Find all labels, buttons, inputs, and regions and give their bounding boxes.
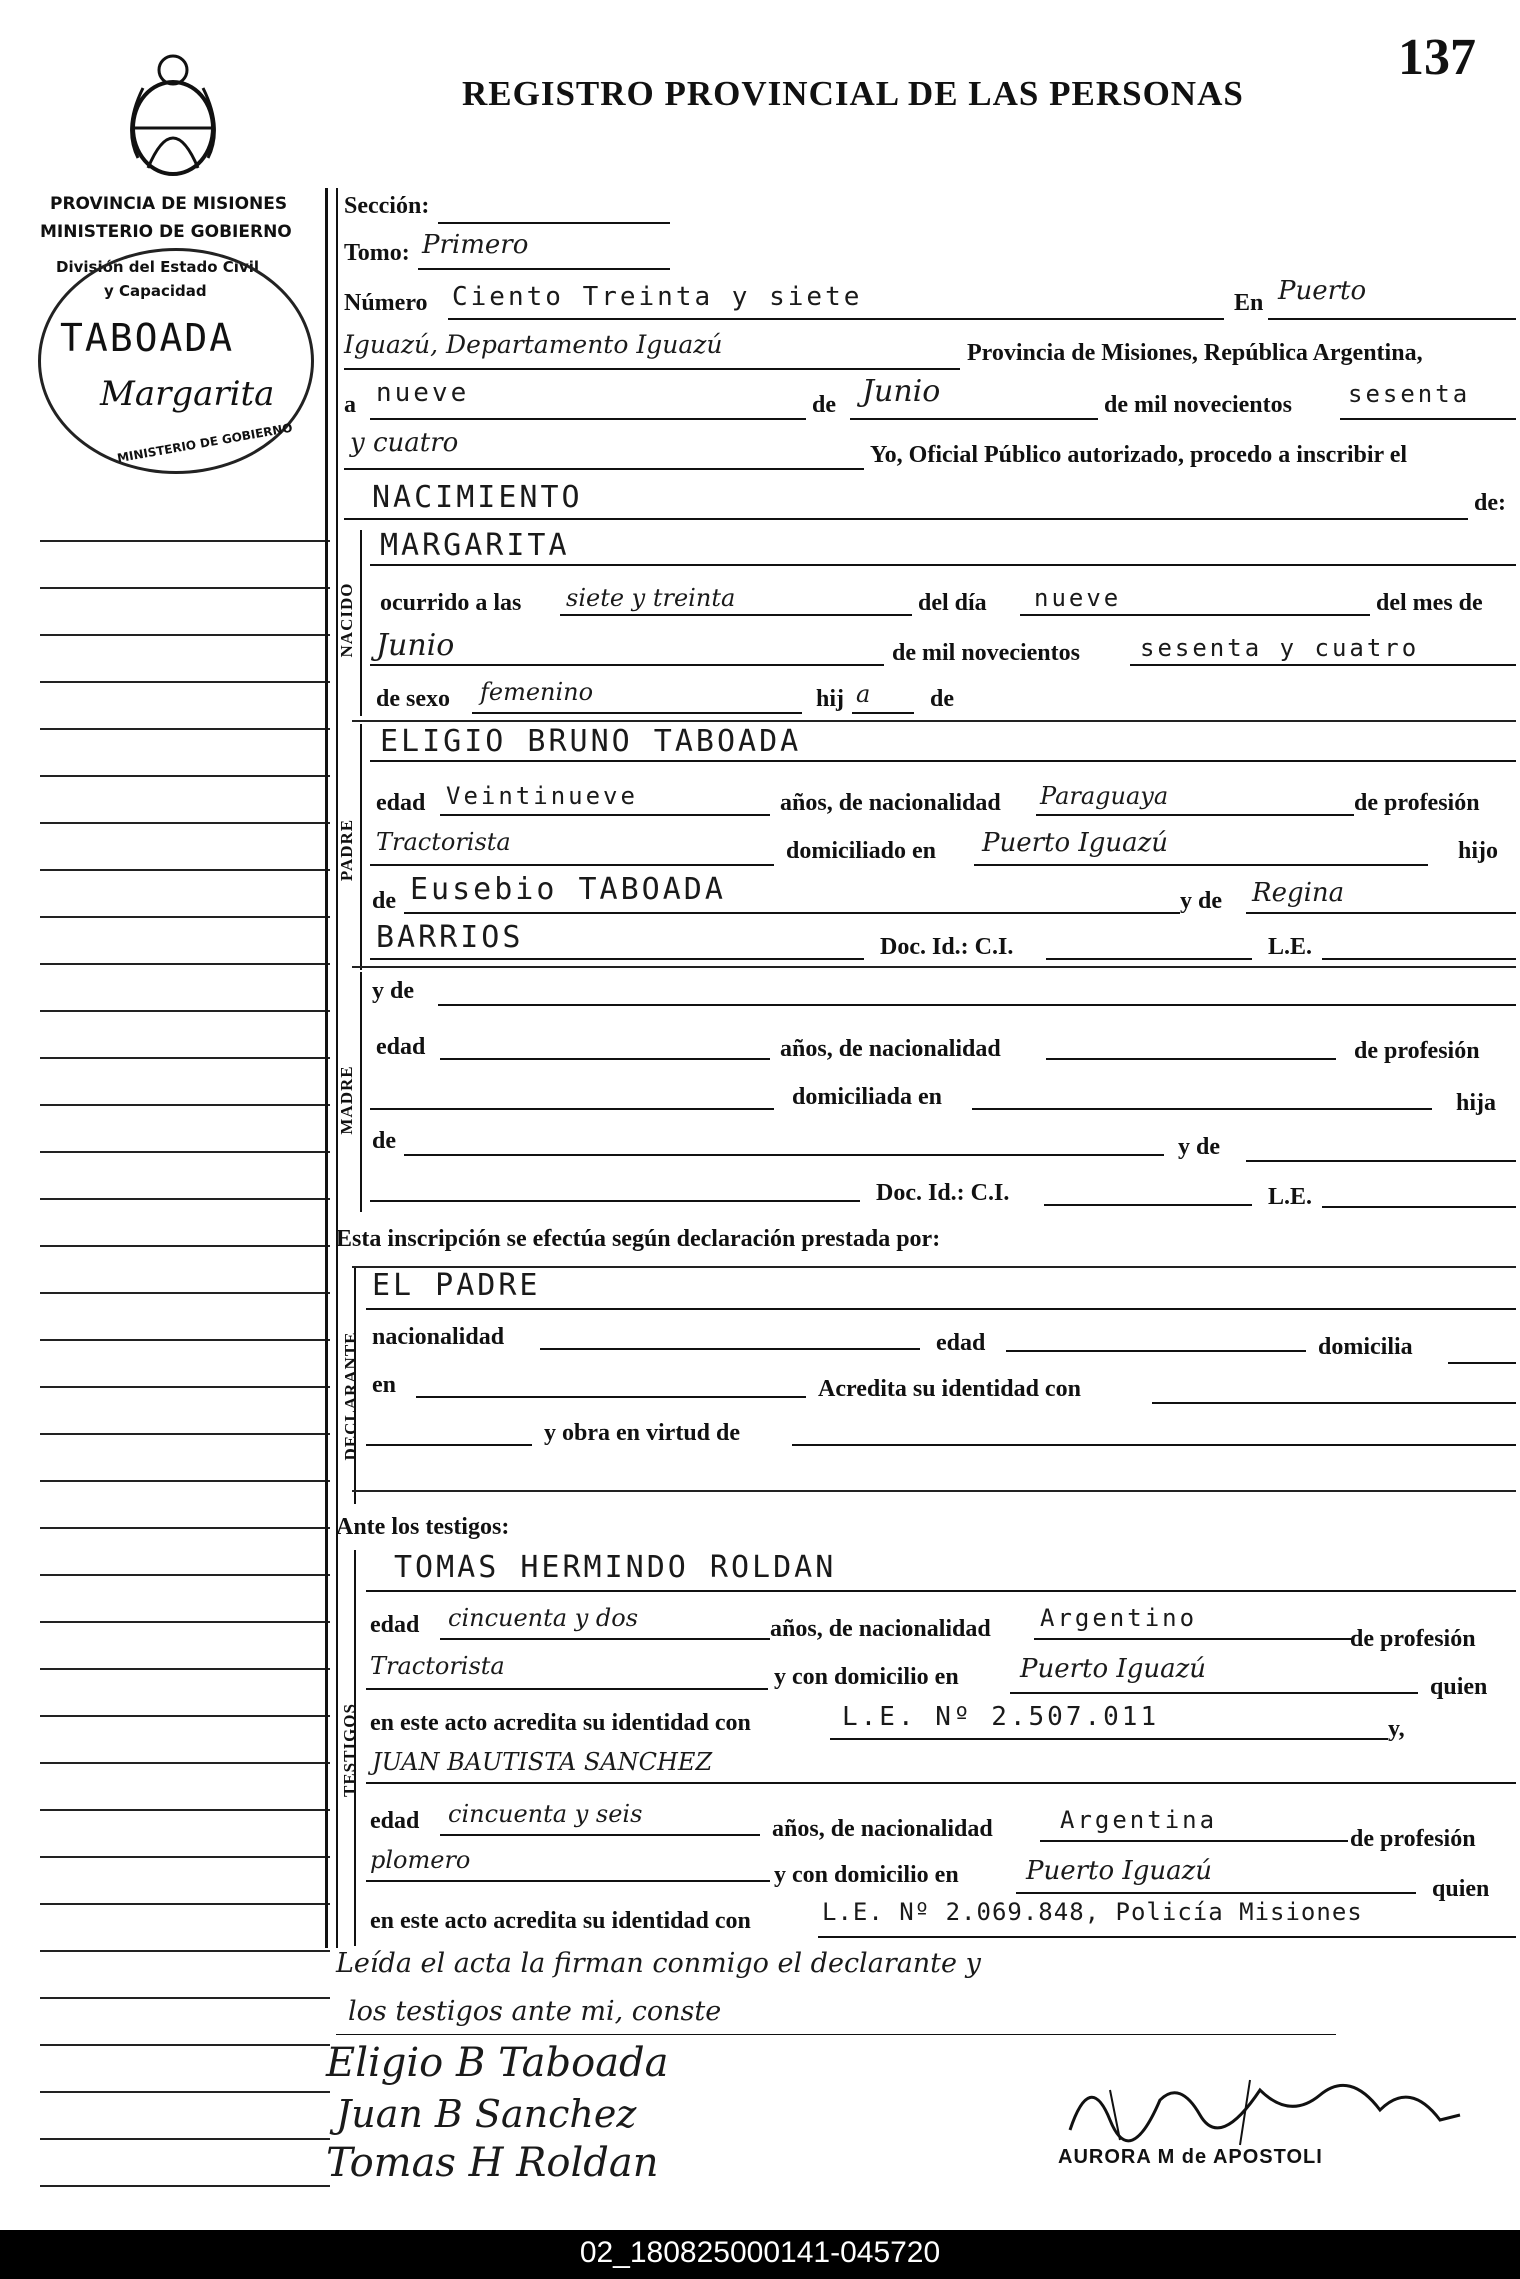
- decl-nac-label: nacionalidad: [372, 1324, 505, 1350]
- margin-rule-line: [40, 916, 330, 918]
- de-mil2-label: de mil novecientos: [892, 640, 1080, 666]
- stamp-surname: TABOADA: [60, 316, 235, 360]
- page-number: 137: [1398, 29, 1476, 86]
- abuela2-value: BARRIOS: [376, 920, 524, 955]
- margin-rule-line: [40, 2044, 330, 2046]
- mes-nac-value: Junio: [376, 628, 455, 663]
- tomo-value: Primero: [422, 230, 529, 260]
- del-mes-label: del mes de: [1376, 590, 1483, 616]
- declarante-section-label: DECLARANTE: [341, 1331, 360, 1461]
- t2-quien-label: quien: [1432, 1876, 1490, 1902]
- seal-line-2: MINISTERIO DE GOBIERNO: [40, 222, 292, 242]
- margin-rule-line: [40, 2185, 330, 2187]
- margin-rule-line: [40, 540, 330, 542]
- abuela-value: Regina: [1252, 878, 1345, 908]
- numero-value: Ciento Treinta y siete: [452, 282, 863, 312]
- testigo1-value: TOMAS HERMINDO ROLDAN: [394, 1550, 837, 1585]
- padre-divider: [352, 966, 1516, 968]
- margin-rule-line: [40, 1292, 330, 1294]
- t1-doc-value: L.E. Nº 2.507.011: [842, 1702, 1160, 1732]
- footer-code: 02_180825000141-045720: [579, 2236, 941, 2269]
- margin-rule-line: [40, 1010, 330, 1012]
- margin-rule-line: [40, 1715, 330, 1717]
- lugar-value: Iguazú, Departamento Iguazú: [344, 330, 723, 359]
- hora-value: siete y treinta: [566, 584, 736, 612]
- margin-rule-line: [40, 1856, 330, 1858]
- margin-rule-line: [40, 1057, 330, 1059]
- t1-edad-value: cincuenta y dos: [448, 1604, 639, 1632]
- madre-dom-label: domiciliada en: [792, 1084, 943, 1110]
- anio2-value: y cuatro: [350, 428, 459, 458]
- margin-rule-line: [40, 1621, 330, 1623]
- hija-label: hija: [1456, 1090, 1497, 1116]
- mes-value: Junio: [862, 374, 941, 409]
- t2-edad-label: edad: [370, 1808, 420, 1834]
- padre-doc-label: Doc. Id.: C.I.: [880, 934, 1014, 960]
- testigo2-value: JUAN BAUTISTA SANCHEZ: [372, 1748, 713, 1776]
- acto-value: NACIMIENTO: [372, 480, 583, 515]
- t2-prof-value: plomero: [370, 1846, 471, 1874]
- t1-acredita-label: en este acto acredita su identidad con: [370, 1710, 751, 1736]
- official-signature-icon: [1050, 2060, 1470, 2160]
- ante-label: Ante los testigos:: [336, 1514, 510, 1540]
- margin-rule-line: [40, 587, 330, 589]
- testigos-section-label: TESTIGOS: [340, 1703, 359, 1797]
- decl-dom-label: domicilia: [1318, 1334, 1413, 1360]
- t1-nac-label: años, de nacionalidad: [770, 1616, 991, 1642]
- seccion-label: Sección:: [344, 193, 430, 219]
- margin-rule-line: [40, 2138, 330, 2140]
- seal-line-4: y Capacidad: [104, 282, 207, 300]
- decl-edad-label: edad: [936, 1330, 986, 1356]
- padre-nac-value: Paraguaya: [1040, 782, 1169, 810]
- provincia-label: Provincia de Misiones, República Argentina,: [967, 340, 1423, 366]
- margin-rule-line: [40, 775, 330, 777]
- margin-rule-line: [40, 1245, 330, 1247]
- margin-rule-line: [40, 1574, 330, 1576]
- padre-nombre-value: ELIGIO BRUNO TABOADA: [380, 724, 802, 759]
- sexo-label: de sexo: [376, 686, 450, 712]
- dia-value: nueve: [376, 378, 470, 408]
- stamp-name: Margarita: [100, 374, 275, 414]
- padre-dom-label: domiciliado en: [786, 838, 937, 864]
- hij-suffix: a: [856, 680, 871, 708]
- signature-testigo1: Tomas H Roldan: [326, 2140, 659, 2186]
- nombre-value: MARGARITA: [380, 528, 570, 563]
- padre-nac-label: años, de nacionalidad: [780, 790, 1001, 816]
- seal-line-3: División del Estado Civil: [56, 258, 260, 276]
- t1-prof-label: de profesión: [1350, 1626, 1476, 1652]
- margin-rule-line: [40, 1480, 330, 1482]
- margin-rule-line: [40, 1950, 330, 1952]
- y-obra-label: y obra en virtud de: [544, 1420, 741, 1446]
- margin-rule-line: [40, 1433, 330, 1435]
- padre-prof-value: Tractorista: [376, 828, 511, 856]
- y-de-label: y de: [1180, 888, 1222, 914]
- t2-nac-value: Argentina: [1060, 1806, 1218, 1834]
- padre-prof-label: de profesión: [1354, 790, 1480, 816]
- signature-testigo2: Juan B Sanchez: [336, 2092, 637, 2136]
- margin-rule-line: [40, 1762, 330, 1764]
- anio-nac-value: sesenta y cuatro: [1140, 634, 1420, 662]
- numero-label: Número: [344, 290, 428, 316]
- de2-label: de: [930, 686, 954, 712]
- margin-rule-line: [40, 963, 330, 965]
- nacido-divider: [352, 720, 1516, 722]
- nacido-section-label: NACIDO: [337, 582, 356, 658]
- padre-dom-value: Puerto Iguazú: [982, 828, 1169, 858]
- margin-rule-line: [40, 1903, 330, 1905]
- en-value: Puerto: [1278, 276, 1367, 306]
- abuelo-value: Eusebio TABOADA: [410, 872, 726, 907]
- hij-label: hij: [816, 686, 845, 712]
- padre-le-label: L.E.: [1268, 934, 1313, 960]
- de-label: de: [812, 392, 836, 418]
- acredita-label: Acredita su identidad con: [818, 1376, 1081, 1402]
- t1-edad-label: edad: [370, 1612, 420, 1638]
- margin-rule-line: [40, 1527, 330, 1529]
- t2-prof-label: de profesión: [1350, 1826, 1476, 1852]
- de-colon-label: de:: [1474, 490, 1506, 516]
- t2-edad-value: cincuenta y seis: [448, 1800, 643, 1828]
- t2-acredita-label: en este acto acredita su identidad con: [370, 1908, 751, 1934]
- madre-doc-label: Doc. Id.: C.I.: [876, 1180, 1010, 1206]
- padre-section-label: PADRE: [337, 818, 356, 882]
- margin-rule-line: [40, 822, 330, 824]
- signature-declarante: Eligio B Taboada: [326, 2040, 669, 2086]
- t1-y-label: y,: [1388, 1716, 1405, 1742]
- del-dia-label: del día: [918, 590, 987, 616]
- official-name-stamp: AURORA M de APOSTOLI: [1058, 2146, 1323, 2168]
- decl-en-label: en: [372, 1372, 396, 1398]
- margin-rule-line: [40, 1104, 330, 1106]
- margin-rule-line: [40, 869, 330, 871]
- margin-rule-line: [40, 1151, 330, 1153]
- stamp-ring-text: MINISTERIO DE GOBIERNO: [116, 420, 294, 466]
- madre-yde-label: y de: [372, 978, 414, 1004]
- margin-rule-line: [40, 1339, 330, 1341]
- tomo-label: Tomo:: [344, 240, 410, 266]
- en-label: En: [1234, 290, 1264, 316]
- t1-nac-value: Argentino: [1040, 1604, 1198, 1632]
- margin-rule-line: [40, 1809, 330, 1811]
- margin-rule-line: [40, 728, 330, 730]
- dia-nac-value: nueve: [1034, 584, 1122, 612]
- margin-rule-line: [40, 1386, 330, 1388]
- ocurrido-label: ocurrido a las: [380, 590, 522, 616]
- padre-edad-label: edad: [376, 790, 426, 816]
- madre-edad-label: edad: [376, 1034, 426, 1060]
- madre-section-label: MADRE: [337, 1065, 356, 1135]
- t1-prof-value: Tractorista: [370, 1652, 505, 1680]
- madre-yde2-label: y de: [1178, 1134, 1220, 1160]
- madre-de-label: de: [372, 1128, 396, 1154]
- t2-nac-label: años, de nacionalidad: [772, 1816, 993, 1842]
- margin-rule-line: [40, 681, 330, 683]
- de-mil-label: de mil novecientos: [1104, 392, 1292, 418]
- esta-insc-label: Esta inscripción se efectúa según declaración prestada por:: [336, 1226, 941, 1252]
- t1-dom-label: y con domicilio en: [774, 1664, 959, 1690]
- yo-label: Yo, Oficial Público autorizado, procedo a inscribir el: [870, 442, 1408, 468]
- margin-rule-line: [40, 634, 330, 636]
- margin-rule-line: [40, 2091, 330, 2093]
- closing-note-2: los testigos ante mi, conste: [348, 1996, 722, 2027]
- t2-dom-label: y con domicilio en: [774, 1862, 959, 1888]
- t2-dom-value: Puerto Iguazú: [1026, 1856, 1213, 1886]
- padre-edad-value: Veintinueve: [446, 782, 638, 810]
- margin-rule-line: [40, 1997, 330, 1999]
- madre-prof-label: de profesión: [1354, 1038, 1480, 1064]
- sexo-value: femenino: [480, 678, 594, 706]
- margin-rule-line: [40, 1198, 330, 1200]
- a-label: a: [344, 392, 356, 418]
- madre-nac-label: años, de nacionalidad: [780, 1036, 1001, 1062]
- t1-dom-value: Puerto Iguazú: [1020, 1654, 1207, 1684]
- margin-rule-line: [40, 1668, 330, 1670]
- closing-note-1: Leída el acta la firman conmigo el declarante y: [336, 1948, 981, 1979]
- madre-le-label: L.E.: [1268, 1184, 1313, 1210]
- anio-value: sesenta: [1348, 380, 1471, 408]
- declarante-value: EL PADRE: [372, 1268, 541, 1303]
- form-border-left: [325, 188, 328, 1948]
- t2-doc-value: L.E. Nº 2.069.848, Policía Misiones: [822, 1898, 1363, 1926]
- t1-quien-label: quien: [1430, 1674, 1488, 1700]
- seal-line-1: PROVINCIA DE MISIONES: [50, 194, 288, 214]
- document-title: REGISTRO PROVINCIAL DE LAS PERSONAS: [462, 74, 1244, 113]
- hijo-label: hijo: [1458, 838, 1499, 864]
- coat-of-arms-icon: [118, 48, 228, 178]
- de3-label: de: [372, 888, 396, 914]
